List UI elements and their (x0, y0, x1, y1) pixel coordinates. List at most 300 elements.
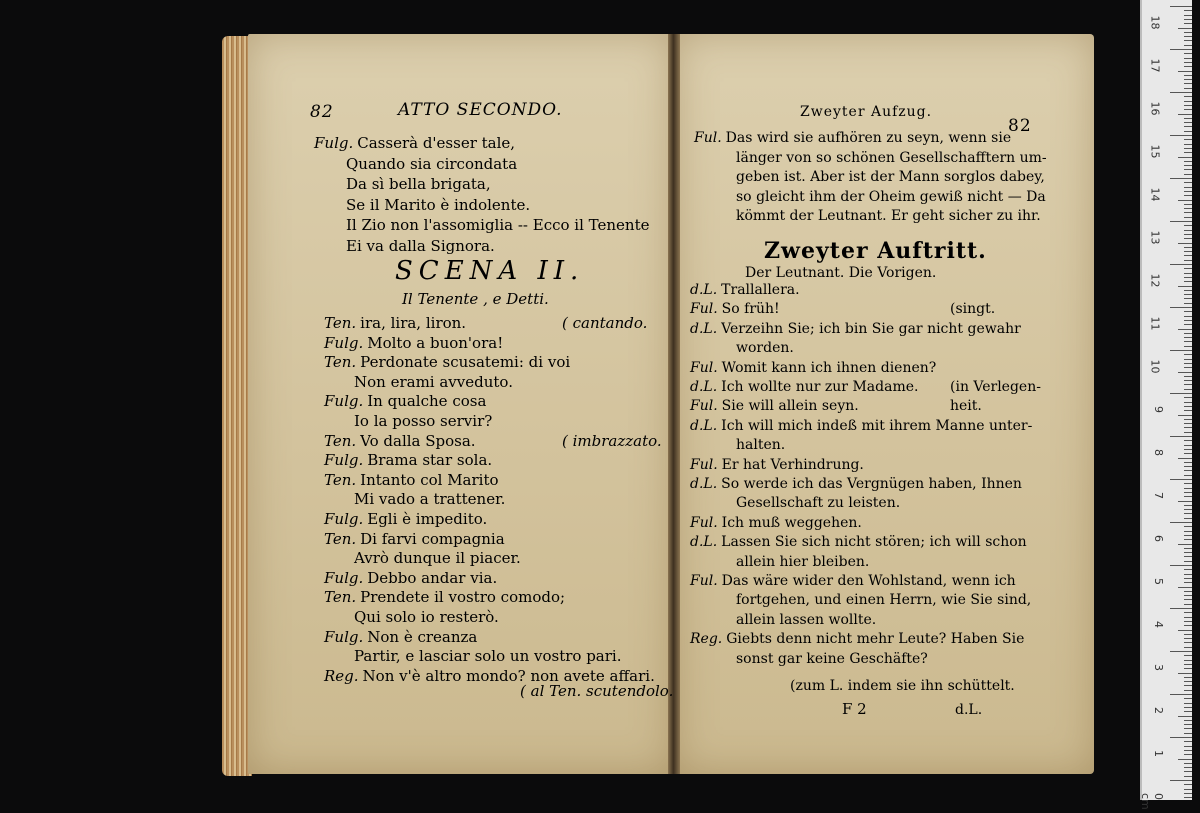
ruler-minor-tick (1184, 741, 1192, 742)
ruler-minor-tick (1184, 144, 1192, 145)
line-text: Io la posso servir? (354, 412, 493, 430)
speaker-label: Reg. (324, 666, 359, 685)
line-text: Molto a buon'ora! (367, 333, 504, 352)
ruler-minor-tick (1184, 776, 1192, 777)
line-text: Womit kann ich ihnen dienen? (721, 359, 937, 376)
ruler-minor-tick (1184, 268, 1192, 269)
ruler-minor-tick (1184, 595, 1192, 596)
ruler-minor-tick (1184, 561, 1192, 562)
ruler-minor-tick (1184, 320, 1192, 321)
ruler-minor-tick (1184, 698, 1192, 699)
ruler-minor-tick (1184, 354, 1192, 355)
ruler-minor-tick (1184, 784, 1192, 785)
ruler-minor-tick (1184, 668, 1192, 669)
ruler-tick (1170, 780, 1192, 781)
ruler-minor-tick (1184, 470, 1192, 471)
ruler-minor-tick (1184, 655, 1192, 656)
ruler-minor-tick (1178, 243, 1192, 244)
ruler-minor-tick (1184, 255, 1192, 256)
ruler-label: 17 (1148, 58, 1162, 73)
ruler-minor-tick (1184, 324, 1192, 325)
ruler-label: 5 (1152, 578, 1165, 585)
ruler-minor-tick (1184, 79, 1192, 80)
ruler-minor-tick (1184, 109, 1192, 110)
ruler-minor-tick (1184, 685, 1192, 686)
line-text: Non v'è altro mondo? non avete affari. (362, 666, 655, 685)
line-text: Brama star sola. (367, 451, 493, 470)
text-line (690, 573, 1016, 589)
text-line (346, 196, 530, 214)
ruler-minor-tick (1184, 384, 1192, 385)
ruler-minor-tick (1178, 157, 1192, 158)
line-text: Da sì bella brigata, (346, 175, 491, 193)
ruler-minor-tick (1184, 582, 1192, 583)
ruler-minor-tick (1184, 260, 1192, 261)
speaker-label: Ten. (324, 314, 357, 332)
ruler-label: 13 (1148, 230, 1162, 245)
text-line (736, 495, 900, 511)
left-page-number: 82 (310, 102, 334, 122)
ruler-minor-tick (1184, 19, 1192, 20)
ruler-minor-tick (1184, 230, 1192, 231)
ruler-minor-tick (1184, 574, 1192, 575)
line-text: Ich wollte nur zur Madame. (721, 379, 919, 395)
ruler-minor-tick (1184, 746, 1192, 747)
ruler-minor-tick (1184, 290, 1192, 291)
line-text: allein hier bleiben. (736, 553, 870, 570)
text-line (324, 628, 477, 646)
line-text: ira, lira, liron. (360, 314, 467, 332)
ruler-minor-tick (1184, 483, 1192, 484)
ruler-tick (1170, 651, 1192, 652)
left-scene-title: SCENA II. (395, 256, 585, 286)
line-text: Partir, e lasciar solo un vostro pari. (354, 647, 622, 666)
ruler-label: 15 (1148, 144, 1162, 159)
text-line (690, 418, 1032, 434)
text-line (324, 588, 565, 606)
ruler-tick (1170, 565, 1192, 566)
signature-mark: F 2 (842, 700, 867, 718)
ruler-minor-tick (1184, 363, 1192, 364)
ruler-minor-tick (1184, 15, 1192, 16)
ruler-minor-tick (1184, 251, 1192, 252)
line-text: Egli è impedito. (367, 510, 488, 528)
speaker-label: Ten. (324, 353, 357, 372)
ruler-minor-tick (1184, 526, 1192, 527)
ruler-minor-tick (1184, 165, 1192, 166)
ruler-minor-tick (1184, 273, 1192, 274)
ruler-minor-tick (1184, 707, 1192, 708)
ruler-minor-tick (1184, 531, 1192, 532)
ruler-label: 14 (1148, 187, 1162, 202)
right-closing-direction: (zum L. indem sie ihn schüttelt. (790, 678, 1015, 694)
ruler-minor-tick (1184, 118, 1192, 119)
speaker-label: d.L. (690, 320, 718, 337)
ruler-minor-tick (1184, 733, 1192, 734)
text-line (324, 392, 486, 410)
speaker-label: Fulg. (324, 627, 364, 646)
line-text: Er hat Verhindrung. (721, 456, 864, 473)
line-text: allein lassen wollte. (736, 611, 877, 628)
ruler-minor-tick (1184, 311, 1192, 312)
ruler-minor-tick (1184, 462, 1192, 463)
ruler-label: 1 (1152, 750, 1165, 757)
speaker-label: Ten. (324, 431, 357, 450)
ruler-minor-tick (1178, 716, 1192, 717)
ruler-minor-tick (1184, 303, 1192, 304)
ruler-minor-tick (1184, 513, 1192, 514)
text-line (314, 134, 515, 152)
ruler-minor-tick (1178, 587, 1192, 588)
ruler-minor-tick (1184, 316, 1192, 317)
ruler-tick (1170, 307, 1192, 308)
ruler-minor-tick (1184, 191, 1192, 192)
ruler-minor-tick (1178, 114, 1192, 115)
line-text: worden. (736, 340, 794, 357)
ruler-minor-tick (1184, 139, 1192, 140)
ruler-tick (1170, 479, 1192, 480)
ruler-minor-tick (1178, 372, 1192, 373)
ruler-minor-tick (1184, 277, 1192, 278)
ruler-minor-tick (1184, 612, 1192, 613)
ruler-minor-tick (1178, 673, 1192, 674)
ruler-label: 2 (1152, 707, 1165, 714)
text-line (346, 216, 650, 234)
text-line (354, 490, 505, 508)
ruler-label: 8 (1152, 449, 1165, 456)
text-line (690, 360, 936, 376)
text-line (324, 471, 499, 489)
ruler-label: 12 (1148, 273, 1162, 288)
text-line (690, 321, 1021, 337)
speaker-label: d.L. (690, 417, 718, 434)
ruler-minor-tick (1184, 169, 1192, 170)
speaker-label: Ten. (324, 529, 357, 548)
ruler-minor-tick (1184, 406, 1192, 407)
right-scene-cast: Der Leutnant. Die Vorigen. (745, 265, 937, 281)
text-line (736, 169, 1045, 185)
ruler-minor-tick (1184, 677, 1192, 678)
ruler-minor-tick (1184, 208, 1192, 209)
ruler-minor-tick (1184, 247, 1192, 248)
ruler-minor-tick (1184, 771, 1192, 772)
ruler-minor-tick (1184, 402, 1192, 403)
text-line (690, 515, 862, 531)
text-line (324, 353, 570, 371)
speaker-label: Ful. (690, 359, 718, 376)
ruler-tick (1170, 694, 1192, 695)
line-text: sonst gar keine Geschäfte? (736, 650, 928, 667)
ruler-minor-tick (1184, 101, 1192, 102)
ruler-tick (1170, 221, 1192, 222)
speaker-label: Fulg. (314, 134, 354, 152)
ruler-minor-tick (1184, 281, 1192, 282)
ruler-minor-tick (1184, 75, 1192, 76)
speaker-label: Reg. (690, 631, 723, 648)
ruler-minor-tick (1184, 789, 1192, 790)
text-line (324, 314, 466, 332)
stage-direction: (singt. (950, 301, 996, 318)
speaker-label: Ful. (690, 456, 718, 473)
text-line (324, 569, 497, 587)
ruler-minor-tick (1184, 488, 1192, 489)
line-text: kömmt der Leutnant. Er geht sicher zu ihr. (736, 208, 1041, 224)
ruler-minor-tick (1184, 638, 1192, 639)
ruler-minor-tick (1178, 630, 1192, 631)
text-line (736, 189, 1046, 205)
ruler-minor-tick (1178, 415, 1192, 416)
stage-direction: ( cantando. (562, 314, 648, 332)
left-closing-direction: ( al Ten. scutendolo. (520, 682, 674, 700)
text-line (346, 175, 491, 193)
line-text: halten. (736, 437, 786, 454)
speaker-label: Fulg. (324, 333, 364, 352)
text-line (736, 437, 785, 453)
speaker-label: Fulg. (324, 510, 364, 528)
text-line (690, 457, 864, 473)
ruler-minor-tick (1184, 711, 1192, 712)
ruler-minor-tick (1184, 754, 1192, 755)
text-line (354, 412, 492, 430)
ruler-minor-tick (1184, 152, 1192, 153)
text-line (354, 647, 621, 665)
ruler-minor-tick (1178, 329, 1192, 330)
text-line (690, 379, 918, 395)
ruler-tick (1170, 6, 1192, 7)
ruler-minor-tick (1184, 535, 1192, 536)
line-text: Vo dalla Sposa. (360, 431, 476, 450)
ruler-minor-tick (1178, 200, 1192, 201)
ruler-label: 16 (1148, 101, 1162, 116)
ruler-minor-tick (1184, 380, 1192, 381)
ruler-minor-tick (1184, 509, 1192, 510)
speaker-label: Fulg. (324, 451, 364, 470)
line-text: Di farvi compagnia (360, 529, 505, 548)
ruler-minor-tick (1184, 440, 1192, 441)
speaker-label: d.L. (690, 534, 718, 551)
text-line (324, 510, 487, 528)
text-line (354, 608, 499, 626)
line-text: So werde ich das Vergnügen haben, Ihnen (721, 476, 1022, 492)
ruler-minor-tick (1184, 703, 1192, 704)
ruler-minor-tick (1178, 501, 1192, 502)
ruler-minor-tick (1184, 728, 1192, 729)
right-page-number: 82 (1008, 116, 1032, 136)
ruler-tick (1170, 608, 1192, 609)
ruler-tick (1170, 350, 1192, 351)
ruler-minor-tick (1184, 419, 1192, 420)
ruler-minor-tick (1184, 333, 1192, 334)
line-text: Giebts denn nicht mehr Leute? Haben Sie (726, 631, 1025, 648)
ruler-minor-tick (1184, 238, 1192, 239)
ruler-minor-tick (1184, 664, 1192, 665)
ruler-tick (1170, 264, 1192, 265)
speaker-label: Fulg. (324, 568, 364, 587)
line-text: Das wird sie aufhören zu seyn, wenn sie (725, 130, 1012, 146)
ruler-minor-tick (1184, 346, 1192, 347)
text-line (324, 530, 505, 548)
ruler-minor-tick (1184, 578, 1192, 579)
ruler-minor-tick (1178, 759, 1192, 760)
line-text: Trallallera. (721, 282, 800, 298)
ruler-minor-tick (1184, 599, 1192, 600)
ruler-tick (1170, 135, 1192, 136)
speaker-label: Ful. (690, 301, 718, 318)
ruler-label: 3 (1152, 664, 1165, 671)
line-text: geben ist. Aber ist der Mann sorglos dabey, (736, 169, 1045, 185)
ruler-tick (1170, 49, 1192, 50)
ruler-minor-tick (1184, 204, 1192, 205)
ruler-minor-tick (1184, 367, 1192, 368)
ruler-minor-tick (1184, 793, 1192, 794)
ruler-label: 6 (1152, 535, 1165, 542)
text-line (736, 340, 794, 356)
line-text: So früh! (721, 301, 780, 318)
stage-direction: ( imbrazzato. (562, 431, 662, 450)
ruler-minor-tick (1178, 544, 1192, 545)
text-line (736, 612, 876, 628)
line-text: Mi vado a trattener. (354, 490, 506, 509)
ruler-minor-tick (1184, 496, 1192, 497)
ruler-minor-tick (1184, 341, 1192, 342)
ruler-minor-tick (1184, 681, 1192, 682)
ruler-minor-tick (1184, 427, 1192, 428)
line-text: Prendete il vostro comodo; (360, 588, 566, 607)
ruler-label: 0 cm (1139, 793, 1165, 810)
text-line (324, 334, 503, 352)
ruler-minor-tick (1184, 449, 1192, 450)
line-text: Sie will allein seyn. (721, 398, 859, 415)
ruler-tick (1170, 393, 1192, 394)
right-running-head: Zweyter Aufzug. (800, 104, 933, 120)
text-line (324, 432, 476, 450)
line-text: Perdonate scusatemi: di voi (360, 353, 571, 372)
stage-direction: heit. (950, 398, 982, 415)
ruler-minor-tick (1184, 617, 1192, 618)
ruler-minor-tick (1184, 604, 1192, 605)
ruler-minor-tick (1184, 453, 1192, 454)
ruler-minor-tick (1184, 217, 1192, 218)
left-scene-cast: Il Tenente , e Detti. (402, 290, 549, 308)
text-line (690, 534, 1027, 550)
ruler-minor-tick (1184, 556, 1192, 557)
line-text: fortgehen, und einen Herrn, wie Sie sind, (736, 592, 1032, 609)
ruler-minor-tick (1184, 359, 1192, 360)
text-line (736, 554, 869, 570)
text-line (736, 651, 928, 667)
ruler-minor-tick (1178, 458, 1192, 459)
text-line (736, 592, 1031, 608)
ruler-minor-tick (1178, 286, 1192, 287)
book-gutter (668, 34, 680, 774)
speaker-label: Ful. (690, 514, 718, 531)
ruler-minor-tick (1184, 83, 1192, 84)
ruler-minor-tick (1184, 475, 1192, 476)
ruler-minor-tick (1184, 32, 1192, 33)
text-line (736, 150, 1047, 166)
ruler-minor-tick (1184, 122, 1192, 123)
text-line (354, 549, 521, 567)
speaker-label: Ten. (324, 470, 357, 489)
line-text: Das wäre wider den Wohlstand, wenn ich (721, 573, 1016, 589)
ruler-minor-tick (1184, 466, 1192, 467)
line-text: In qualche cosa (367, 392, 487, 411)
line-text: Ei va dalla Signora. (346, 236, 495, 255)
text-line (690, 282, 800, 298)
text-line (690, 301, 780, 317)
speaker-label: Ful. (690, 573, 718, 589)
speaker-label: d.L. (690, 379, 718, 395)
ruler-minor-tick (1184, 797, 1192, 798)
left-running-head: ATTO SECONDO. (398, 100, 563, 120)
line-text: Avrò dunque il piacer. (354, 549, 521, 568)
ruler-minor-tick (1184, 423, 1192, 424)
catchword: d.L. (955, 702, 983, 718)
ruler-label: 10 (1148, 359, 1162, 374)
ruler-minor-tick (1184, 410, 1192, 411)
ruler-minor-tick (1184, 750, 1192, 751)
ruler-minor-tick (1184, 690, 1192, 691)
ruler-label: 9 (1152, 406, 1165, 413)
ruler-tick (1170, 92, 1192, 93)
ruler-tick (1170, 737, 1192, 738)
line-text: Debbo andar via. (367, 568, 498, 587)
line-text: Intanto col Marito (360, 470, 499, 489)
line-text: Ich muß weggehen. (721, 514, 862, 531)
ruler-minor-tick (1184, 62, 1192, 63)
text-line (690, 476, 1022, 492)
ruler-minor-tick (1184, 126, 1192, 127)
stage-direction: (in Verlegen- (950, 379, 1041, 395)
text-line (354, 373, 513, 391)
text-line (694, 130, 1011, 146)
ruler-minor-tick (1184, 45, 1192, 46)
ruler-minor-tick (1184, 539, 1192, 540)
ruler-minor-tick (1184, 337, 1192, 338)
line-text: Qui solo io resterò. (354, 608, 499, 626)
ruler-minor-tick (1184, 647, 1192, 648)
ruler-minor-tick (1184, 763, 1192, 764)
ruler-minor-tick (1184, 397, 1192, 398)
ruler-minor-tick (1184, 212, 1192, 213)
ruler-minor-tick (1184, 53, 1192, 54)
speaker-label: Fulg. (324, 392, 364, 411)
ruler-minor-tick (1184, 174, 1192, 175)
text-line (346, 237, 495, 255)
line-text: Gesellschaft zu leisten. (736, 495, 901, 512)
ruler-minor-tick (1184, 642, 1192, 643)
line-text: länger von so schönen Gesellschafftern um- (736, 149, 1047, 166)
line-text: Non è creanza (367, 627, 478, 646)
ruler-minor-tick (1184, 376, 1192, 377)
ruler-minor-tick (1178, 28, 1192, 29)
ruler-minor-tick (1184, 225, 1192, 226)
ruler-minor-tick (1184, 505, 1192, 506)
ruler-minor-tick (1184, 432, 1192, 433)
ruler-minor-tick (1184, 720, 1192, 721)
ruler-minor-tick (1184, 591, 1192, 592)
ruler-minor-tick (1184, 569, 1192, 570)
line-text: Se il Marito è indolente. (346, 195, 531, 214)
speaker-label: d.L. (690, 476, 718, 492)
ruler-minor-tick (1184, 195, 1192, 196)
ruler-minor-tick (1184, 298, 1192, 299)
ruler-minor-tick (1184, 88, 1192, 89)
ruler-minor-tick (1184, 724, 1192, 725)
ruler-minor-tick (1184, 105, 1192, 106)
line-text: Casserà d'esser tale, (357, 134, 516, 152)
text-line (690, 398, 859, 414)
